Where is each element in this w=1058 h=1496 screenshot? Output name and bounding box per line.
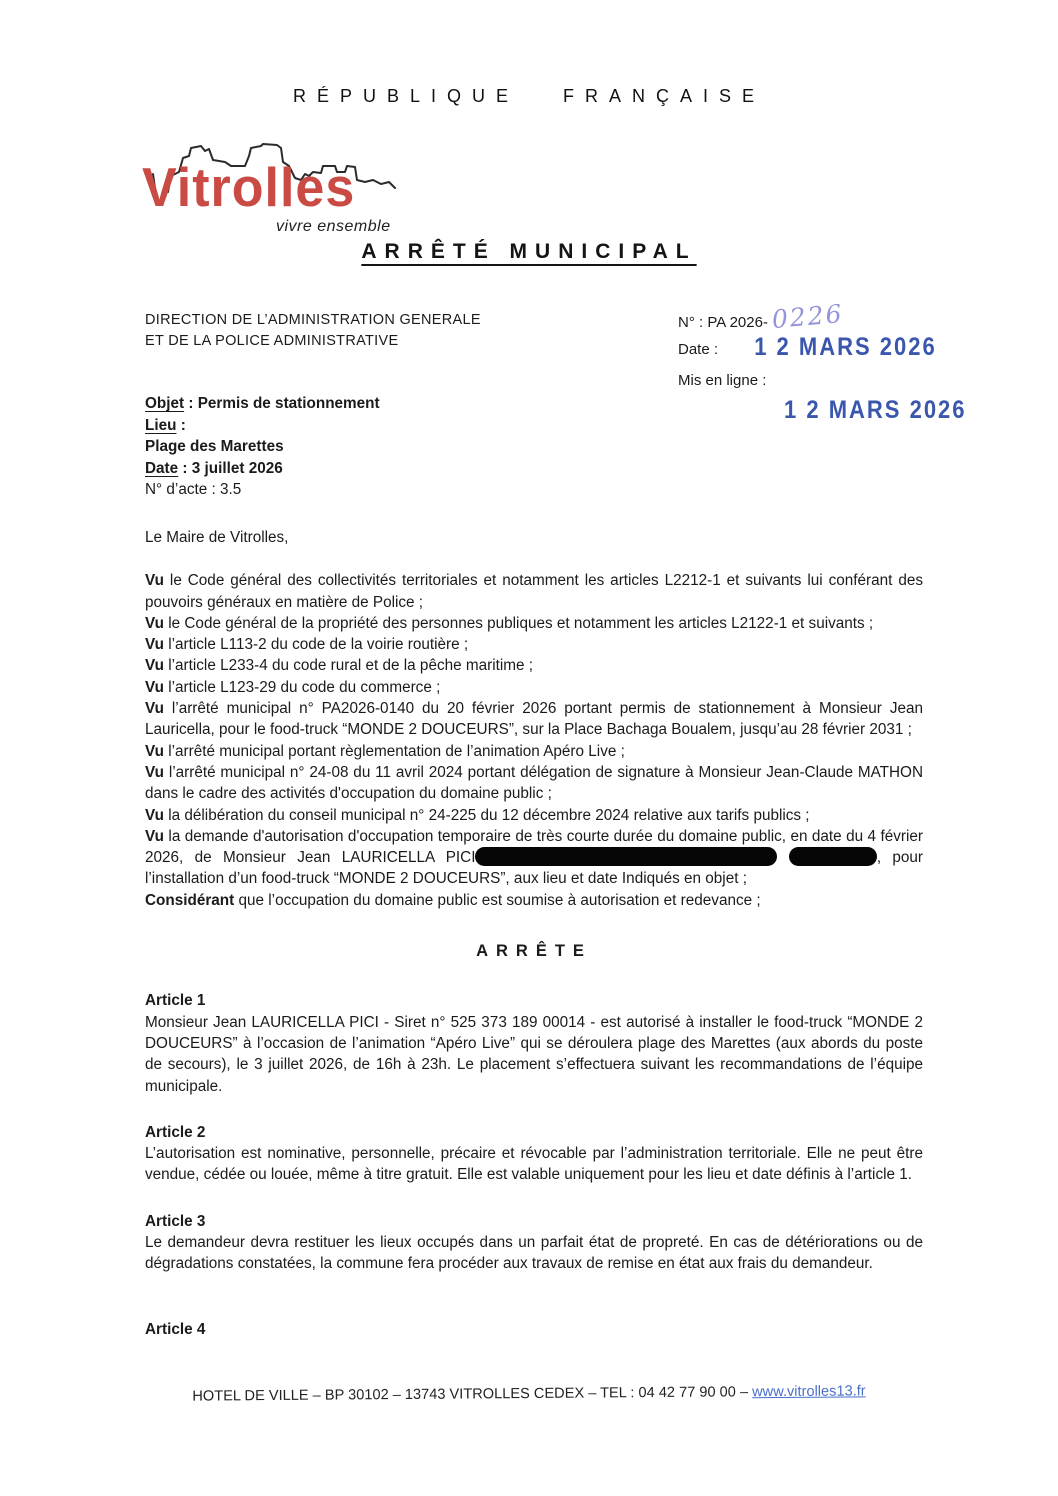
article-3 bbox=[145, 1211, 923, 1275]
vu-clause-6: Vu l’arrêté municipal n° PA2026-0140 du 20 février 2026 portant permis de stationnement à Monsieur Jean Lauricella, pour le food-truck “MONDE 2 DOUCEURS”, sur la Place Bachaga Boualem, jusqu’au 28 février 2031 ; bbox=[145, 700, 923, 739]
vu-label: Vu bbox=[145, 678, 164, 696]
salutation: Le Maire de Vitrolles, bbox=[145, 529, 289, 546]
article-2-title: Article 2 bbox=[145, 1123, 206, 1141]
department-line-1: DIRECTION DE L’ADMINISTRATION GENERALE bbox=[145, 312, 481, 328]
document-title: ARRÊTÉ MUNICIPAL bbox=[361, 240, 697, 263]
vu-clause-3: Vu l’article L113-2 du code de la voirie routière ; bbox=[145, 636, 469, 654]
date-stamp: 1 2 MARS 2026 bbox=[754, 332, 937, 361]
vu-clause-9: Vu la délibération du conseil municipal n° 24-225 du 12 décembre 2024 relative aux tarifs publics ; bbox=[145, 806, 810, 824]
republic-header: RÉPUBLIQUE FRANÇAISE bbox=[292, 86, 766, 106]
decree-body bbox=[145, 527, 923, 1365]
article-2-text: L’autorisation est nominative, personnelle, précaire et révocable par l’administration territoriale. Elle ne peut être vendue, cédée ou louée, même à titre gratuit. Elle est valable uniquement pour les lieu et date définis à l’article 1. bbox=[145, 1145, 923, 1184]
footer-website-link[interactable]: www.vitrolles13.fr bbox=[752, 1383, 866, 1401]
vu-label: Vu bbox=[145, 742, 164, 760]
vu-label: Vu bbox=[145, 763, 164, 781]
vu-request-text-before: la demande d'autorisation d'occupation temporaire de très courte durée du domaine public, en date du 4 février 2026, de Monsieur Jean LAURICELLA PICI bbox=[145, 827, 923, 867]
considerant-clause: Considérant que l’occupation du domaine public est soumise à autorisation et redevance ; bbox=[145, 891, 761, 909]
vu-clause-5: Vu l’article L123-29 du code du commerce ; bbox=[145, 678, 441, 696]
article-2 bbox=[145, 1122, 923, 1186]
logo-wordmark: Vitrolles bbox=[142, 157, 356, 219]
vu-label: Vu bbox=[145, 700, 164, 718]
vu-clause-4: Vu l’article L233-4 du code rural et de la pêche maritime ; bbox=[145, 657, 533, 675]
online-date-stamp: 1 2 MARS 2026 bbox=[784, 395, 967, 424]
article-3-title: Article 3 bbox=[145, 1212, 206, 1230]
vu-request-text-after: , pour l’installation d’un food-truck “MONDE 2 DOUCEURS”, aux lieu et date Indiqués en objet ; bbox=[145, 849, 924, 888]
article-4-title: Article 4 bbox=[145, 1320, 206, 1338]
vu-clause-1: Vu le Code général des collectivités territoriales et notamment les articles L2212-1 et suivants lui conférant des pouvoirs généraux en matière de Police ; bbox=[145, 572, 923, 611]
department-line-2: ET DE LA POLICE ADMINISTRATIVE bbox=[145, 333, 399, 349]
decree-date-row bbox=[678, 332, 958, 361]
subject-date: Date : 3 juillet 2026 bbox=[145, 459, 283, 477]
decree-date-label: Date : bbox=[678, 341, 719, 358]
redaction-bar bbox=[475, 847, 777, 866]
subject-lieu-value: Plage des Marettes bbox=[145, 438, 284, 455]
logo-tagline: vivre ensemble bbox=[276, 218, 391, 235]
article-1-text: Monsieur Jean LAURICELLA PICI - Siret n° 525 373 189 00014 - est autorisé à installer le food-truck “MONDE 2 DOUCEURS” à l’occasion de l’animation “Apéro Live” qui se déroulera plage des Marettes (aux abords du poste de secours), le 3 juillet 2026, de 16h à 23h. Le placement s’effectuera suivant les recommandations de l’équipe municipale. bbox=[145, 1013, 923, 1095]
vu-clause-8: Vu l’arrêté municipal n° 24-08 du 11 avril 2024 portant délégation de signature à Monsieur Jean-Claude MATHON dans le cadre des activités d'occupation du domaine public ; bbox=[145, 763, 923, 803]
page-footer bbox=[0, 1382, 1058, 1406]
vu-label: Vu bbox=[145, 657, 164, 675]
article-1-title: Article 1 bbox=[145, 992, 206, 1010]
article-3-text: Le demandeur devra restituer les lieux occupés dans un parfait état de propreté. En cas de détériorations ou de dégradations constatées, la commune fera procéder aux travaux de remise en état aux frais du demandeur. bbox=[145, 1234, 923, 1273]
subject-acte-number: N° d’acte : 3.5 bbox=[145, 481, 242, 498]
footer-address: HOTEL DE VILLE – BP 30102 – 13743 VITROLLES CEDEX – TEL : 04 42 77 90 00 – bbox=[192, 1384, 753, 1405]
decree-number-label: N° : PA 2026- bbox=[678, 314, 768, 331]
vu-label: Vu bbox=[145, 636, 164, 654]
vu-label: Vu bbox=[145, 614, 164, 632]
redaction-bar bbox=[789, 847, 877, 866]
article-1 bbox=[145, 990, 923, 1096]
subject-objet: Objet : Permis de stationnement bbox=[145, 395, 380, 412]
decree-number-row bbox=[678, 298, 958, 335]
online-label: Mis en ligne : bbox=[678, 372, 767, 389]
considerant-label: Considérant bbox=[145, 891, 235, 909]
vitrolles-logo bbox=[142, 136, 442, 246]
issuing-department bbox=[145, 310, 565, 352]
vu-clause-2: Vu le Code général de la propriété des personnes publiques et notamment les articles L2122-1 et suivants ; bbox=[145, 614, 874, 632]
subject-block bbox=[145, 393, 575, 501]
vu-label: Vu bbox=[145, 572, 164, 590]
decree-number-handwritten: 0226 bbox=[770, 298, 845, 335]
vu-label: Vu bbox=[145, 827, 164, 845]
arrete-heading: ARRÊTE bbox=[476, 942, 592, 961]
article-4 bbox=[145, 1319, 923, 1340]
registration-block bbox=[678, 298, 967, 424]
vu-label: Vu bbox=[145, 806, 164, 824]
subject-lieu: Lieu : bbox=[145, 416, 186, 434]
vu-clause-7: Vu l’arrêté municipal portant règlementation de l’animation Apéro Live ; bbox=[145, 742, 625, 760]
vu-clause-request bbox=[145, 826, 923, 890]
